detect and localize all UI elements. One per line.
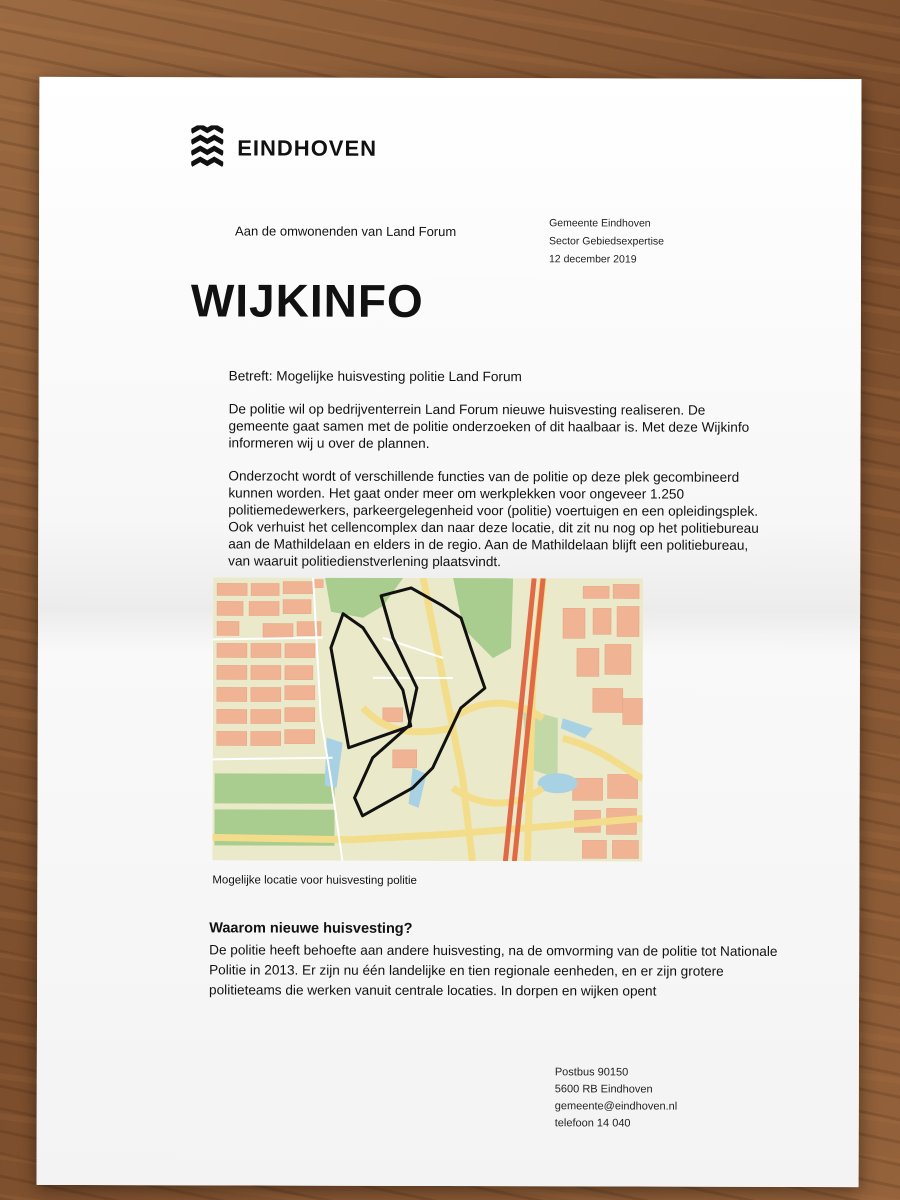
letter-page: [37, 77, 862, 1187]
letter-subject: Betreft: Mogelijke huisvesting politie Land Forum: [228, 368, 522, 385]
sender-organisation: Gemeente Eindhoven: [549, 217, 651, 230]
contact-phone: telefoon 14 040: [554, 1117, 631, 1130]
letter-paragraph-2: Onderzocht wordt of verschillende functies van de politie op deze plek gecombineerd kunnen worden. Het gaat onder meer om werkplekken voor ongeveer 1.250 politiemedewerkers, parkeergelegenheid voor (politie) voertuigen en een opleidingsplek. Ook verhuist het cellencomplex dan naar deze locatie, dit zit nu nog op het politiebureau aan de Mathildelaan en elders in de regio. Aan de Mathildelaan blijft een politiebureau, van waaruit politiedienstverlening plaatsvindt.: [228, 468, 759, 570]
eindhoven-waves-icon: [191, 125, 223, 171]
brand-name: EINDHOVEN: [237, 135, 378, 161]
sender-block: [549, 214, 664, 268]
location-map: [212, 577, 643, 861]
letter-paragraph-1: De politie wil op bedrijventerrein Land Forum nieuwe huisvesting realiseren. De gemeente gaat samen met de politie onderzoeken of dit haalbaar is. Met deze Wijkinfo informeren wij u over de plannen.: [228, 401, 750, 451]
section-heading: Waarom nieuwe huisvesting?: [209, 920, 413, 937]
recipient-line: Aan de omwonenden van Land Forum: [235, 223, 457, 240]
postal-address: 5600 RB Eindhoven: [554, 1083, 653, 1096]
eindhoven-logo: [191, 125, 377, 171]
section-body: De politie heeft behoefte aan andere huisvesting, na de omvorming van de politie tot Nationale Politie in 2013. Er zijn nu één landelijke en tien regionale eenheden, en er zijn grotere politieteams die werken vanuit centrale locaties. In dorpen en wijken opent: [209, 942, 778, 999]
letter-date: 12 december 2019: [548, 253, 637, 266]
section-why: [209, 920, 789, 1002]
sender-department: Sector Gebiedsexpertise: [549, 235, 665, 248]
po-box: Postbus 90150: [554, 1066, 629, 1079]
letter-body: [228, 367, 769, 586]
wijkinfo-banner: WIJKINFO: [190, 274, 424, 327]
map-caption: Mogelijke locatie voor huisvesting politie: [212, 874, 417, 887]
contact-email: gemeente@eindhoven.nl: [554, 1100, 678, 1113]
contact-block: [555, 1064, 678, 1132]
